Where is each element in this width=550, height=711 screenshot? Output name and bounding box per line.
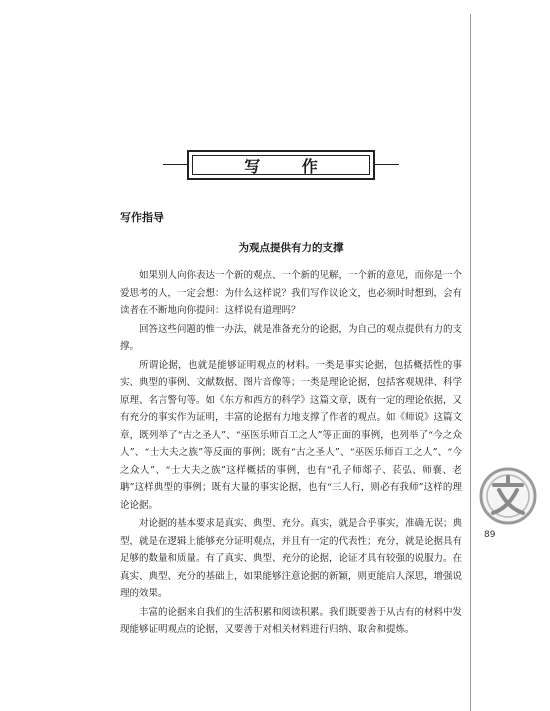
banner-inner-border bbox=[192, 155, 370, 175]
banner-left-line bbox=[163, 164, 187, 165]
banner-box bbox=[187, 150, 375, 180]
margin-rule bbox=[470, 14, 471, 711]
section-heading: 写作指导 bbox=[120, 211, 164, 224]
banner-title: 写 作 bbox=[244, 156, 336, 176]
paragraph: 回答这些问题的惟一办法，就是准备充分的论据，为自己的观点提供有力的支撑。 bbox=[120, 323, 463, 352]
article-body bbox=[120, 267, 462, 640]
paragraph: 丰富的论据来自我们的生活积累和阅读积累。我们既要善于从古有的材料中发现能够证明观点的论据，又要善于对相关材料进行归纳、取舍和提炼。 bbox=[120, 606, 463, 635]
paragraph: 所谓论据，也就是能够证明观点的材料。一类是事实论据，包括概括性的事实、典型的事例、文献数据、图片音像等；一类是理论论据，包括客观规律、科学原理、名言警句等。如《东方和西方的科学》这篇文章，既有一定的理论依据，又有充分的事实作为证明，丰富的论据有力地支撑了作者的观点。如《师说》这篇文章，既列举了“古之圣人”、“巫医乐师百工之人”等正面的事例，也列举了“今之众人”、“士大夫之族”等反面的事例；既有“古之圣人”、“巫医乐师百工之人”、“今之众人”、“士大夫之族”这样概括的事例，也有“孔子师郯子、苌弘、师襄、老聃”这样典型的事例；既有大量的事实论据，也有“三人行，则必有我师”这样的理论论据。 bbox=[120, 359, 463, 511]
page-number: 89 bbox=[484, 530, 496, 540]
paragraph: 对论据的基本要求是真实、典型、充分。真实，就是合乎事实，准确无误；典型，就是在逻辑上能够充分证明观点，并且有一定的代表性；充分，就是论据具有足够的数量和质量。有了真实、典型、充分的论据，论证才具有较强的说服力。在真实、典型、充分的基础上，如果能够注意论据的新颖，则更能启人深思，增强说理的效果。 bbox=[120, 518, 463, 599]
banner-right-line bbox=[375, 164, 399, 165]
paragraph: 如果别人向你表达一个新的观点、一个新的见解，一个新的意见，而你是一个爱思考的人，一定会想：为什么这样说？我们写作议论文，也必须时时想到，会有读者在不断地向你提问：这样说有道理吗？ bbox=[120, 270, 463, 316]
wen-emblem-icon bbox=[478, 466, 538, 526]
article-title: 为观点提供有力的支撑 bbox=[238, 242, 344, 254]
section-banner bbox=[163, 150, 399, 180]
